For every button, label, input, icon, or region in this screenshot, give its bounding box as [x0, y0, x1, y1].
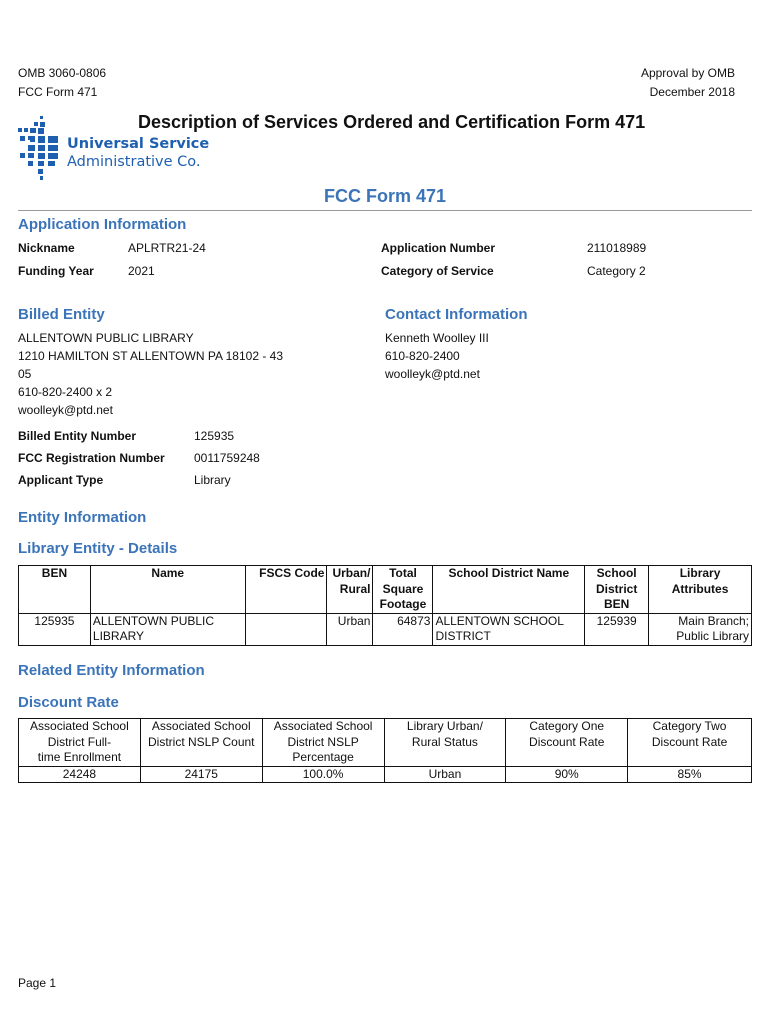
col-urban-line1: Urban/ [332, 566, 371, 580]
cell-urban-rural-status: Urban [384, 766, 506, 783]
applicant-type-label: Applicant Type [18, 473, 104, 487]
col-nslp-count-line2: District NSLP Count [148, 734, 255, 749]
omb-number: OMB 3060-0806 [18, 66, 107, 80]
billed-entity-phone: 610-820-2400 x 2 [18, 385, 113, 399]
cell-urban-rural: Urban [327, 613, 373, 645]
col-category-two [628, 719, 752, 767]
contact-heading: Contact Information [385, 306, 528, 323]
funding-year-label: Funding Year [18, 264, 94, 278]
col-nslp-count [140, 719, 262, 767]
nickname-label: Nickname [18, 241, 75, 255]
cell-attr-line2: Public Library [676, 629, 749, 643]
col-attr-line2: Attributes [671, 581, 729, 596]
funding-year-value: 2021 [128, 264, 155, 278]
col-urban-rural [327, 566, 373, 614]
frn-value: 0011759248 [194, 451, 260, 465]
cell-district-line2: DISTRICT [435, 629, 491, 643]
cell-fscs [245, 613, 327, 645]
col-cat1-line1: Category One [529, 719, 605, 733]
col-nslp-pct-line1: Associated School [273, 719, 373, 733]
col-dben-line2: District [595, 581, 638, 596]
col-enrollment [19, 719, 141, 767]
frn-label: FCC Registration Number [18, 451, 165, 465]
ben-label: Billed Entity Number [18, 429, 137, 443]
billed-entity-address [18, 329, 283, 419]
logo-line2: Administrative Co. [67, 154, 201, 170]
col-cat2-line1: Category Two [652, 719, 727, 733]
cell-nslp-percentage: 100.0% [262, 766, 384, 783]
col-dben-line1: School [596, 566, 637, 580]
cell-nslp-count: 24175 [140, 766, 262, 783]
application-number-value: 211018989 [587, 241, 647, 255]
cell-district-line1: ALLENTOWN SCHOOL [435, 613, 564, 628]
omb-approval: Approval by OMB [640, 66, 735, 80]
col-status-line1: Library Urban/ [406, 719, 483, 733]
col-fscs: FSCS Code [245, 566, 327, 614]
table-row [19, 766, 752, 783]
billed-entity-name: ALLENTOWN PUBLIC LIBRARY [18, 331, 194, 345]
col-sq-line2: Square [382, 581, 424, 596]
cell-name-line1: ALLENTOWN PUBLIC [92, 613, 215, 628]
col-nslp-pct-line2: District NSLP [287, 734, 359, 749]
application-heading: Application Information [18, 216, 187, 233]
cell-ben: 125935 [19, 613, 91, 645]
col-status-line2: Rural Status [411, 734, 478, 749]
logo-line1: Universal Service [67, 136, 210, 152]
cell-category-two: 85% [628, 766, 752, 783]
col-district-name: School District Name [433, 566, 585, 614]
contact-phone: 610-820-2400 [385, 349, 460, 363]
cell-district-ben: 125939 [585, 613, 649, 645]
contact-name: Kenneth Woolley III [385, 331, 489, 345]
col-enrollment-line3: time Enrollment [37, 750, 122, 764]
col-nslp-pct-line3: Percentage [292, 750, 354, 764]
form-title: FCC Form 471 [323, 186, 447, 206]
cell-district-name [433, 613, 585, 645]
cell-name-line2: LIBRARY [92, 629, 145, 643]
col-dben-line3: BEN [603, 597, 630, 611]
col-ben: BEN [19, 566, 91, 614]
title-divider [18, 210, 752, 211]
cell-enrollment: 24248 [19, 766, 141, 783]
header-right [641, 64, 735, 102]
category-value: Category 2 [587, 264, 646, 278]
category-label: Category of Service [381, 264, 494, 278]
col-district-ben [585, 566, 649, 614]
col-square-footage [373, 566, 433, 614]
header-left [18, 64, 106, 102]
cell-category-one: 90% [506, 766, 628, 783]
billed-entity-address-line1: 1210 HAMILTON ST ALLENTOWN PA 18102 - 43 [18, 349, 284, 363]
col-nslp-count-line1: Associated School [151, 719, 251, 733]
col-urban-line2: Rural [339, 581, 371, 596]
entity-info-heading: Entity Information [18, 509, 147, 526]
col-sq-line1: Total [389, 566, 417, 580]
col-cat1-line2: Discount Rate [529, 734, 605, 749]
col-nslp-percentage [262, 719, 384, 767]
contact-email: woolleyk@ptd.net [385, 367, 480, 381]
col-enrollment-line1: Associated School [30, 719, 129, 733]
cell-attr-line1: Main Branch; [678, 613, 749, 628]
form-date: December 2018 [649, 85, 735, 99]
cell-library-attributes [649, 613, 752, 645]
page-number: Page 1 [18, 976, 57, 990]
discount-rate-heading: Discount Rate [18, 694, 119, 711]
table-header-row [19, 719, 752, 767]
col-sq-line3: Footage [379, 597, 427, 611]
billed-entity-email: woolleyk@ptd.net [18, 403, 113, 417]
discount-rate-table [18, 718, 752, 783]
cell-name [90, 613, 245, 645]
col-name: Name [90, 566, 245, 614]
form-label: FCC Form 471 [18, 85, 98, 99]
billed-entity-address-line2: 05 [18, 367, 32, 381]
contact-block [385, 329, 489, 383]
table-header-row [19, 566, 752, 614]
application-number-label: Application Number [381, 241, 496, 255]
col-library-attributes [649, 566, 752, 614]
document-title: Description of Services Ordered and Certification Form 471 [138, 112, 646, 132]
col-attr-line1: Library [679, 566, 721, 580]
table-row [19, 613, 752, 645]
col-urban-rural-status [384, 719, 506, 767]
col-enrollment-line2: District Full- [47, 734, 112, 749]
ben-value: 125935 [194, 429, 235, 443]
nickname-value: APLRTR21-24 [128, 241, 206, 255]
billed-entity-heading: Billed Entity [18, 306, 105, 323]
cell-square-footage: 64873 [373, 613, 433, 645]
library-entity-table [18, 565, 752, 646]
library-details-heading: Library Entity - Details [18, 540, 178, 557]
related-entity-heading: Related Entity Information [18, 662, 205, 679]
col-category-one [506, 719, 628, 767]
applicant-type-value: Library [194, 473, 231, 487]
col-cat2-line2: Discount Rate [651, 734, 728, 749]
